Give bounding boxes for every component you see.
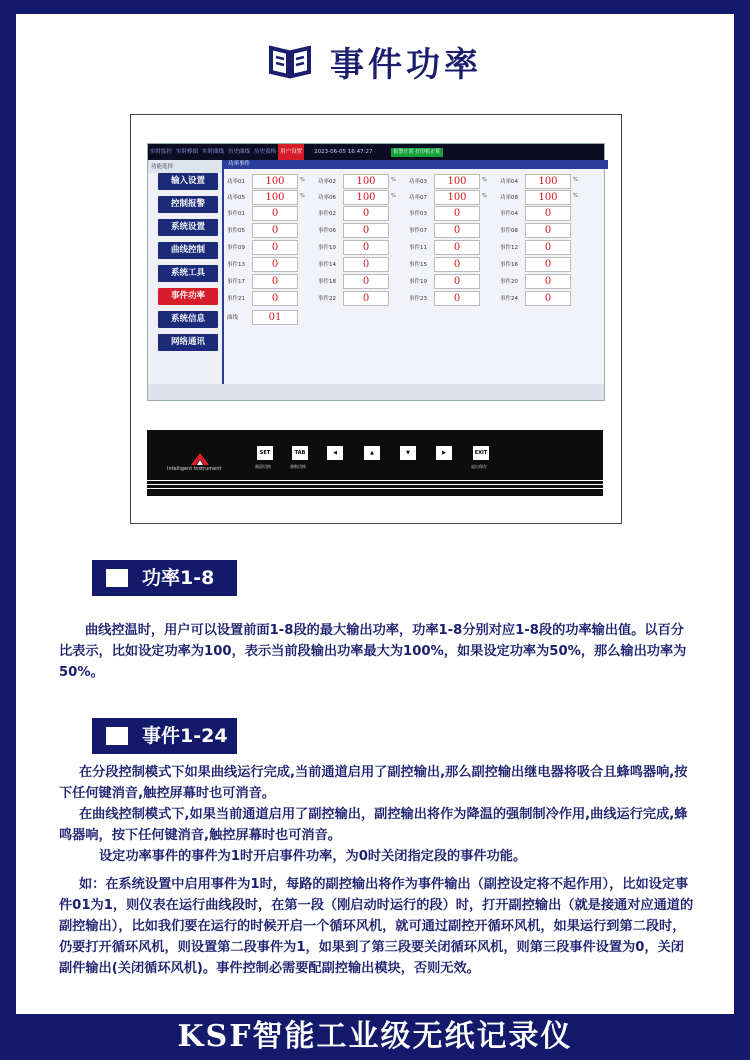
percent-unit: % — [391, 193, 396, 199]
event-value-field[interactable]: 0 — [525, 240, 571, 255]
brand-name: Intelligent Instrument — [167, 466, 222, 472]
percent-unit: % — [482, 193, 487, 199]
paragraph: 在分段控制模式下如果曲线运行完成,当前通道启用了副控输出,那么副控输出继电器将吸合且蜂鸣器响,按下任何键消音,触控屏幕时也可消音。 — [59, 765, 688, 801]
event-label: 事件06 — [318, 228, 336, 234]
event-label: 事件09 — [227, 245, 245, 251]
curve-value-field[interactable]: 01 — [252, 310, 298, 325]
event-value-field[interactable]: 0 — [343, 291, 389, 306]
event-value-field[interactable]: 0 — [434, 274, 480, 289]
paragraph: 设定功率事件的事件为1时开启事件功率，为0时关闭指定段的事件功能。 — [99, 849, 527, 864]
event-value-field[interactable]: 0 — [252, 240, 298, 255]
sidebar-item-3[interactable]: 系统设置 — [158, 219, 218, 236]
percent-unit: % — [573, 193, 578, 199]
screen-topbar — [148, 144, 604, 160]
power-row — [224, 174, 604, 188]
event-label: 事件22 — [318, 296, 336, 302]
curve-label: 曲线 — [227, 315, 239, 321]
percent-unit: % — [391, 177, 396, 183]
event-value-field[interactable]: 0 — [252, 291, 298, 306]
event-value-field[interactable]: 0 — [434, 223, 480, 238]
down-arrow-icon[interactable]: ▼ — [400, 446, 416, 460]
power-value-field[interactable]: 100 — [252, 174, 298, 189]
event-value-field[interactable]: 0 — [252, 206, 298, 221]
percent-unit: % — [573, 177, 578, 183]
event-label: 事件16 — [500, 262, 518, 268]
keypad — [147, 430, 603, 496]
event-label: 事件15 — [409, 262, 427, 268]
keypad-stripes — [147, 480, 603, 492]
sidebar-item-8[interactable]: 网络通讯 — [158, 334, 218, 351]
status-indicator: 报警正常 打印机正常 — [391, 148, 444, 157]
device-screen — [147, 143, 605, 401]
settings-content — [224, 160, 604, 384]
left-arrow-icon[interactable]: ◀ — [327, 446, 343, 460]
footer-title: KSF智能工业级无纸记录仪 — [177, 1019, 573, 1054]
paragraph: 如：在系统设置中启用事件为1时，每路的副控输出将作为事件输出（副控设定将不起作用），比如设定事件01为1，则仪表在运行曲线段时，在第一段（刚启动时运行的段）时，打开副控输出（就是接通对应通道的副控输出），比如我们要在运行的时候开启一个循环风机，就可通过副控开循环风机，如果运行到第二段时，仍要打开循环风机，则设置第二段事件为1，如果到了第三段要关闭循环风机，则第三段事件设置为0，关闭副件输出(关闭循环风机)。事件控制必需要配副控输出模块，否则无效。 — [59, 877, 694, 976]
tab-4[interactable]: 历史曲线 — [228, 149, 251, 155]
tab-key[interactable]: TAB — [292, 446, 308, 460]
sidebar-item-4[interactable]: 曲线控制 — [158, 242, 218, 259]
event-row — [224, 206, 604, 220]
event-value-field[interactable]: 0 — [525, 274, 571, 289]
event-label: 事件19 — [409, 279, 427, 285]
event-value-field[interactable]: 0 — [252, 257, 298, 272]
paragraph: 在曲线控制模式下,如果当前通道启用了副控输出，副控输出将作为降温的强制制冷作用,曲线运行完成,蜂鸣器响，按下任何键消音,触控屏幕时也可消音。 — [59, 807, 688, 843]
percent-unit: % — [300, 193, 305, 199]
tab-1[interactable]: 实时监控 — [150, 149, 173, 155]
power-row — [224, 190, 604, 204]
event-label: 事件18 — [318, 279, 336, 285]
event-label: 事件17 — [227, 279, 245, 285]
event-label: 事件10 — [318, 245, 336, 251]
event-label: 事件08 — [500, 228, 518, 234]
tab-6[interactable]: 用户设置 — [278, 144, 304, 160]
event-row — [224, 274, 604, 288]
event-value-field[interactable]: 0 — [434, 240, 480, 255]
power-value-field[interactable]: 100 — [525, 174, 571, 189]
event-value-field[interactable]: 0 — [343, 257, 389, 272]
percent-unit: % — [482, 177, 487, 183]
power-value-field[interactable]: 100 — [343, 174, 389, 189]
datetime-display: 2023-06-05 16:47:27 — [314, 149, 373, 155]
device-frame — [130, 114, 622, 524]
event-value-field[interactable]: 0 — [525, 223, 571, 238]
power-value-field[interactable]: 100 — [343, 190, 389, 205]
event-value-field[interactable]: 0 — [525, 291, 571, 306]
event-label: 事件11 — [409, 245, 427, 251]
percent-unit: % — [300, 177, 305, 183]
content-title: 功率事件 — [224, 160, 608, 169]
event-value-field[interactable]: 0 — [343, 240, 389, 255]
event-value-field[interactable]: 0 — [434, 257, 480, 272]
power-label: 功率01 — [227, 179, 245, 185]
power-label: 功率06 — [318, 195, 336, 201]
event-value-field[interactable]: 0 — [343, 206, 389, 221]
power-label: 功率03 — [409, 179, 427, 185]
tab-3[interactable]: 实时曲线 — [202, 149, 225, 155]
event-row — [224, 257, 604, 271]
power-label: 功率02 — [318, 179, 336, 185]
event-value-field[interactable]: 0 — [525, 206, 571, 221]
power-label: 功率05 — [227, 195, 245, 201]
event-value-field[interactable]: 0 — [252, 223, 298, 238]
power-value-field[interactable]: 100 — [434, 190, 480, 205]
event-value-field[interactable]: 0 — [252, 274, 298, 289]
power-label: 功率08 — [500, 195, 518, 201]
event-value-field[interactable]: 0 — [343, 274, 389, 289]
content-panel — [16, 14, 734, 1014]
event-label: 事件05 — [227, 228, 245, 234]
sidebar-item-7[interactable]: 系统信息 — [158, 311, 218, 328]
exit-key-caption: 退出保存 — [471, 464, 487, 469]
event-label: 事件03 — [409, 211, 427, 217]
event-label: 事件20 — [500, 279, 518, 285]
power-label: 功率07 — [409, 195, 427, 201]
section-power-text — [59, 620, 694, 683]
event-label: 事件12 — [500, 245, 518, 251]
event-value-field[interactable]: 0 — [434, 291, 480, 306]
tab-key-caption: 参数切换 — [290, 464, 306, 469]
section-event-text — [59, 762, 694, 979]
section-event-header — [92, 718, 237, 754]
event-row — [224, 240, 604, 254]
sidebar-item-1[interactable]: 输入设置 — [158, 173, 218, 190]
event-value-field[interactable]: 0 — [343, 223, 389, 238]
power-value-field[interactable]: 100 — [252, 190, 298, 205]
sidebar-item-5[interactable]: 系统工具 — [158, 265, 218, 282]
function-sidebar — [148, 160, 224, 384]
event-label: 事件07 — [409, 228, 427, 234]
power-value-field[interactable]: 100 — [434, 174, 480, 189]
event-label: 事件14 — [318, 262, 336, 268]
event-row — [224, 223, 604, 237]
square-icon — [106, 727, 128, 745]
sidebar-title: 功能选择 — [148, 160, 222, 173]
screen-bottom-strip — [148, 384, 604, 400]
tab-5[interactable]: 历史表格 — [254, 149, 277, 155]
event-value-field[interactable]: 0 — [434, 206, 480, 221]
event-value-field[interactable]: 0 — [525, 257, 571, 272]
tab-2[interactable]: 实时棒图 — [176, 149, 199, 155]
sidebar-item-2[interactable]: 控制报警 — [158, 196, 218, 213]
right-arrow-icon[interactable]: ▶ — [436, 446, 452, 460]
event-label: 事件21 — [227, 296, 245, 302]
square-icon — [106, 569, 128, 587]
event-label: 事件23 — [409, 296, 427, 302]
book-icon — [268, 43, 312, 79]
sidebar-item-6[interactable]: 事件功率 — [158, 288, 218, 305]
power-value-field[interactable]: 100 — [525, 190, 571, 205]
set-key[interactable]: SET — [257, 446, 273, 460]
paragraph: 曲线控温时，用户可以设置前面1-8段的最大输出功率，功率1-8分别对应1-8段的功率输出值。以百分比表示，比如设定功率为100，表示当前段输出功率最大为100%，如果设定功率为50%，那么输出功率为50%。 — [59, 623, 687, 680]
power-label: 功率04 — [500, 179, 518, 185]
section-power-title: 功率1-8 — [142, 567, 215, 589]
event-label: 事件24 — [500, 296, 518, 302]
event-label: 事件04 — [500, 211, 518, 217]
set-key-caption: 画面切换 — [255, 464, 271, 469]
page-header — [16, 36, 734, 86]
event-label: 事件01 — [227, 211, 245, 217]
event-label: 事件02 — [318, 211, 336, 217]
exit-key[interactable]: EXIT — [473, 446, 489, 460]
curve-row — [224, 310, 604, 324]
up-arrow-icon[interactable]: ▲ — [364, 446, 380, 460]
section-power-header — [92, 560, 237, 596]
event-label: 事件13 — [227, 262, 245, 268]
page-title: 事件功率 — [330, 44, 482, 85]
event-row — [224, 291, 604, 305]
section-event-title: 事件1-24 — [142, 725, 228, 747]
